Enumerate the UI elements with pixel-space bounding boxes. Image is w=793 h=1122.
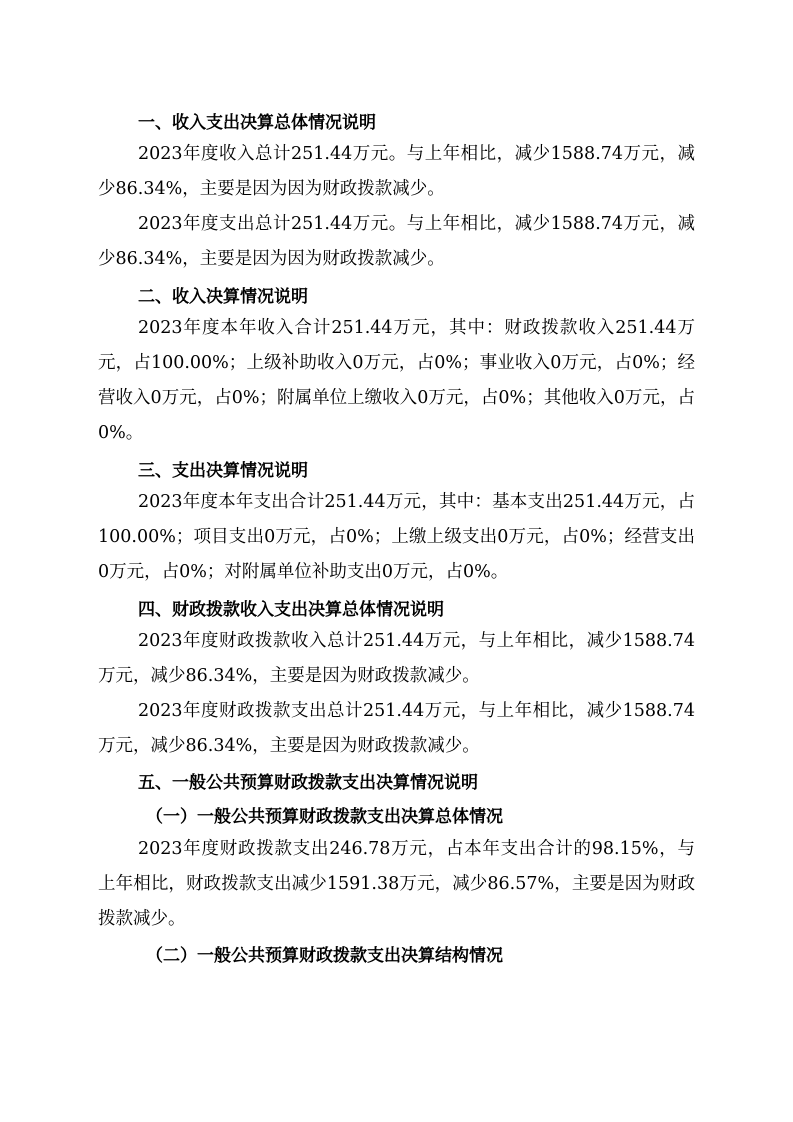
section-body-overview (98, 137, 695, 277)
paragraph-income-detail: 2023年度本年收入合计251.44万元，其中：财政拨款收入251.44万元，占100.00%；上级补助收入0万元，占0%；事业收入0万元，占0%；经营收入0万元，占0%；附属单位上缴收入0万元，占0%；其他收入0万元，占0%。 (98, 318, 695, 443)
section-heading-overview: 一、收入支出决算总体情况说明 (138, 113, 376, 133)
section-heading-expense: 三、支出决算情况说明 (138, 461, 308, 481)
section-heading-public-budget: 五、一般公共预算财政拨款支出决算情况说明 (138, 773, 478, 793)
section-body-fiscal (98, 624, 695, 764)
subsection-heading-overall: （一）一般公共预算财政拨款支出决算总体情况 (146, 807, 503, 827)
paragraph-expense-total: 2023年度支出总计251.44万元。与上年相比，减少1588.74万元，减少86.34%，主要是因为因为财政拨款减少。 (98, 214, 695, 269)
subsection-body-overall (98, 832, 695, 937)
section-heading-fiscal: 四、财政拨款收入支出决算总体情况说明 (138, 600, 444, 620)
paragraph-fiscal-expense: 2023年度财政拨款支出总计251.44万元，与上年相比，减少1588.74万元，减少86.34%，主要是因为财政拨款减少。 (98, 701, 695, 756)
section-heading-income: 二、收入决算情况说明 (138, 287, 308, 307)
paragraph-public-budget-expense: 2023年度财政拨款支出246.78万元，占本年支出合计的98.15%，与上年相比，财政拨款支出减少1591.38万元，减少86.57%，主要是因为财政拨款减少。 (98, 839, 695, 929)
paragraph-expense-detail: 2023年度本年支出合计251.44万元，其中：基本支出251.44万元，占100.00%；项目支出0万元，占0%；上缴上级支出0万元，占0%；经营支出0万元，占0%；对附属单位补助支出0万元，占0%。 (98, 492, 695, 582)
paragraph-income-total: 2023年度收入总计251.44万元。与上年相比，减少1588.74万元，减少86.34%，主要是因为因为财政拨款减少。 (98, 144, 695, 199)
section-body-expense (98, 485, 695, 590)
section-body-income (98, 311, 695, 451)
paragraph-fiscal-income: 2023年度财政拨款收入总计251.44万元，与上年相比，减少1588.74万元，减少86.34%，主要是因为财政拨款减少。 (98, 631, 695, 686)
subsection-heading-structure: （二）一般公共预算财政拨款支出决算结构情况 (146, 946, 503, 966)
